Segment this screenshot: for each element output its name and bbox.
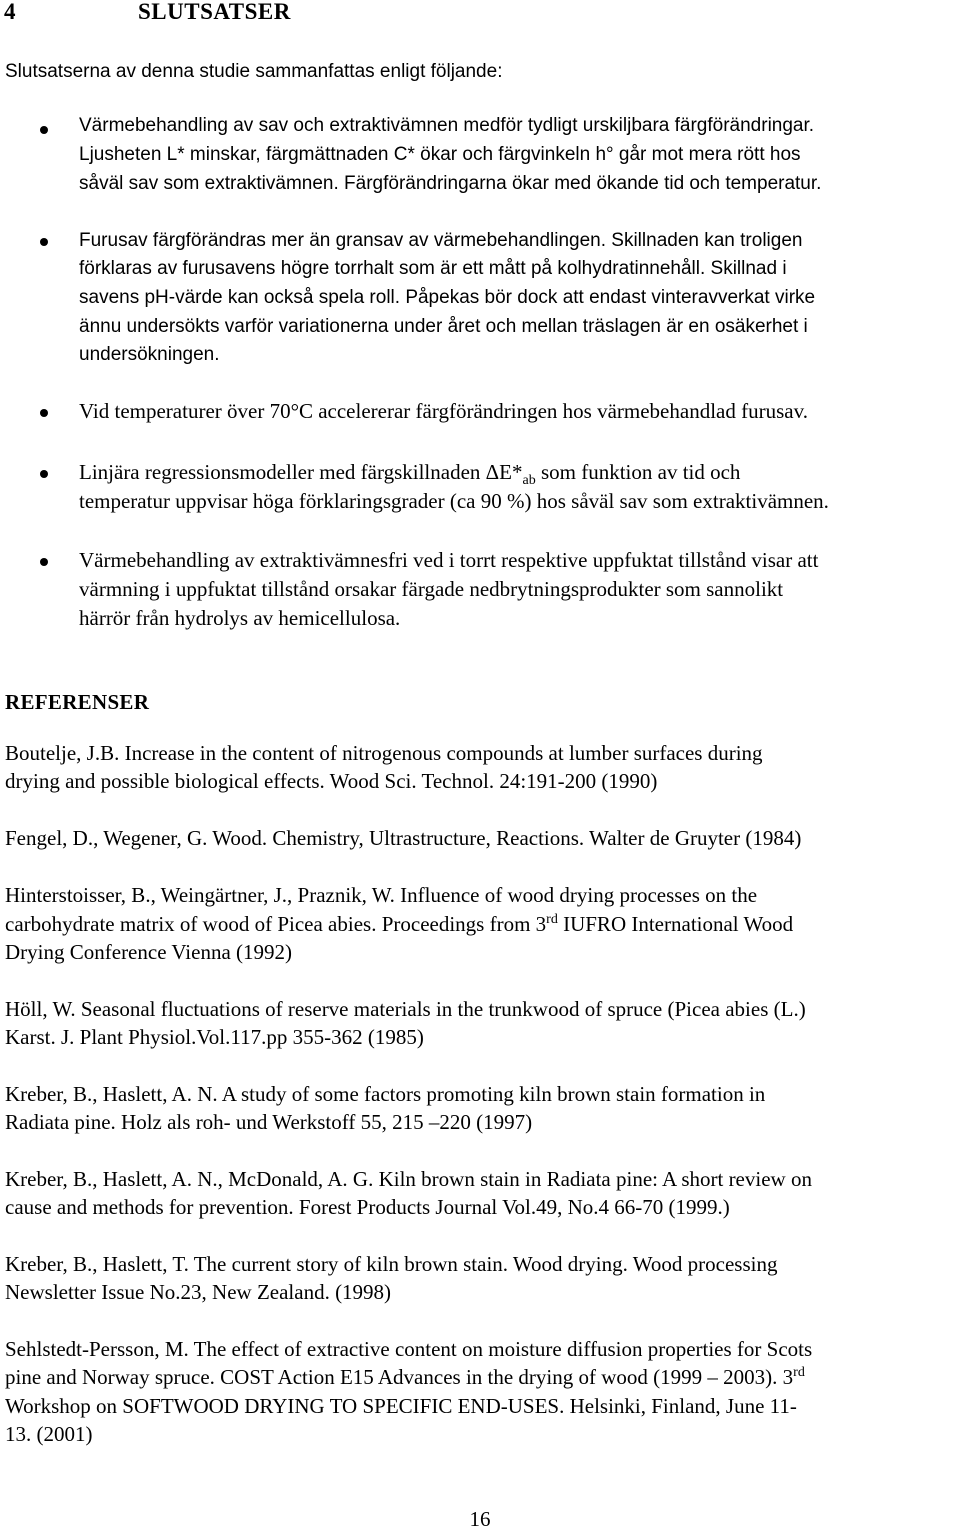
reference-text: IUFRO International Wood (557, 912, 794, 936)
superscript: rd (546, 912, 558, 927)
bullet-text: Linjära regressionsmodeller med färgskillnaden ΔE* (79, 460, 523, 484)
reference-line: Kreber, B., Haslett, A. N. A study of some factors promoting kiln brown stain formation in (5, 1082, 766, 1106)
section-title: SLUTSATSER (138, 0, 291, 24)
references-heading: REFERENSER (5, 690, 150, 714)
reference-line: Workshop on SOFTWOOD DRYING TO SPECIFIC END-USES. Helsinki, Finland, June 11- (5, 1394, 797, 1418)
reference-line (5, 910, 793, 938)
reference-line: Kreber, B., Haslett, T. The current story of kiln brown stain. Wood drying. Wood processing (5, 1252, 778, 1276)
reference-line: Höll, W. Seasonal fluctuations of reserve materials in the trunkwood of spruce (Picea abies (L.) (5, 997, 806, 1021)
page-number: 16 (469, 1507, 491, 1531)
bullet-icon (40, 558, 48, 566)
reference-line: Hinterstoisser, B., Weingärtner, J., Praznik, W. Influence of wood drying processes on the (5, 883, 758, 907)
bullet-line: Värmebehandling av extraktivämnesfri ved i torrt respektive uppfuktat tillstånd visar att (79, 548, 819, 572)
reference-line: Karst. J. Plant Physiol.Vol.117.pp 355-362 (1985) (5, 1025, 424, 1049)
section-heading (4, 0, 291, 28)
bullet-line: ännu undersökts varför variationerna under året och mellan träslagen är en osäkerhet i (79, 316, 808, 337)
subscript: ab (522, 473, 536, 489)
reference-line (5, 1363, 805, 1391)
reference-line: Boutelje, J.B. Increase in the content of nitrogenous compounds at lumber surfaces during (5, 741, 763, 765)
bullet-line: temperatur uppvisar höga förklaringsgrader (ca 90 %) hos såväl sav som extraktivämnen. (79, 489, 829, 513)
bullet-line: Vid temperaturer över 70°C accelererar färgförändringen hos värmebehandlad furusav. (79, 399, 808, 423)
reference-line: cause and methods for prevention. Forest Products Journal Vol.49, No.4 66-70 (1999.) (5, 1195, 730, 1219)
bullet-icon (40, 126, 48, 134)
reference-line: Drying Conference Vienna (1992) (5, 940, 293, 964)
section-intro: Slutsatserna av denna studie sammanfattas enligt följande: (5, 61, 503, 82)
reference-text: carbohydrate matrix of wood of Picea abies. Proceedings from 3 (5, 912, 547, 936)
bullet-line: såväl sav som extraktivämnen. Färgförändringarna ökar med ökande tid och temperatur. (79, 173, 822, 194)
bullet-icon (40, 409, 48, 417)
reference-line: Radiata pine. Holz als roh- und Werkstoff 55, 215 –220 (1997) (5, 1110, 533, 1134)
bullet-line (79, 458, 741, 489)
reference-line: 13. (2001) (5, 1422, 93, 1446)
reference-line: drying and possible biological effects. Wood Sci. Technol. 24:191-200 (1990) (5, 769, 658, 793)
reference-line: Newsletter Issue No.23, New Zealand. (1998) (5, 1280, 392, 1304)
reference-line: Sehlstedt-Persson, M. The effect of extractive content on moisture diffusion properties for Scots (5, 1337, 813, 1361)
bullet-line: härrör från hydrolys av hemicellulosa. (79, 606, 401, 630)
bullet-line: värmning i uppfuktat tillstånd orsakar färgade nedbrytningsprodukter som sannolikt (79, 577, 784, 601)
bullet-line: Furusav färgförändras mer än gransav av värmebehandlingen. Skillnaden kan troligen (79, 230, 803, 251)
reference-text: pine and Norway spruce. COST Action E15 Advances in the drying of wood (1999 – 2003). 3 (5, 1365, 794, 1389)
bullet-text: som funktion av tid och (535, 460, 741, 484)
bullet-line: Värmebehandling av sav och extraktivämnen medför tydligt urskiljbara färgförändringar. (79, 115, 815, 136)
superscript: rd (793, 1365, 805, 1380)
bullet-line: savens pH-värde kan också spela roll. Påpekas bör dock att endast vinteravverkat virke (79, 287, 816, 308)
bullet-line: undersökningen. (79, 344, 220, 365)
bullet-icon (40, 238, 48, 246)
reference-line: Kreber, B., Haslett, A. N., McDonald, A. G. Kiln brown stain in Radiata pine: A short review on (5, 1167, 812, 1191)
reference-line: Fengel, D., Wegener, G. Wood. Chemistry, Ultrastructure, Reactions. Walter de Gruyter (1984) (5, 826, 802, 850)
bullet-icon (40, 470, 48, 478)
section-number: 4 (4, 0, 16, 24)
bullet-line: Ljusheten L* minskar, färgmättnaden C* ökar och färgvinkeln h° går mot mera rött hos (79, 144, 801, 165)
bullet-line: förklaras av furusavens högre torrhalt som är ett mått på kolhydratinnehåll. Skillnad i (79, 258, 787, 279)
